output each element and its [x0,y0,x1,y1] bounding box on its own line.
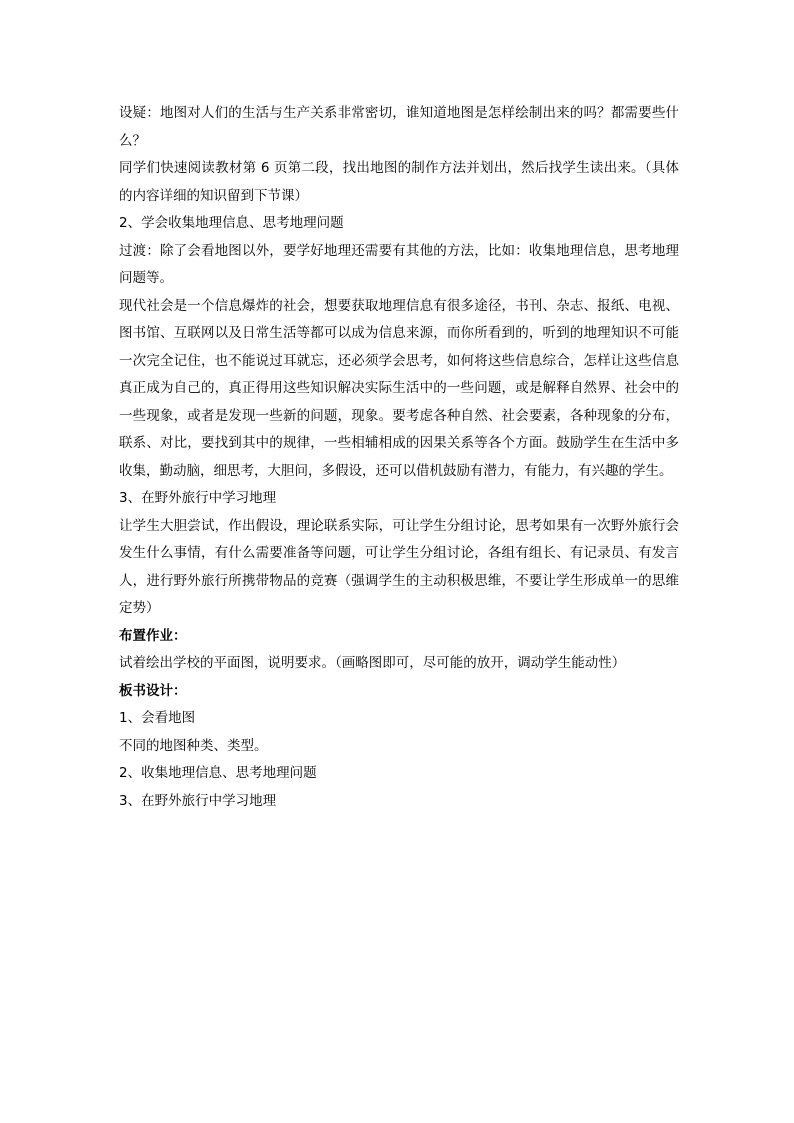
transition-paragraph: 过渡：除了会看地图以外，要学好地理还需要有其他的方法，比如：收集地理信息，思考地理问题等。 [119,242,679,286]
homework-heading: 布置作业： [119,627,187,644]
reading-task-paragraph: 同学们快速阅读教材第 6 页第二段，找出地图的制作方法并划出，然后找学生读出来。（具体的内容详细的知识留到下节课） [119,160,679,204]
section-3-heading: 3、在野外旅行中学习地理 [119,490,277,506]
board-item-1-detail: 不同的地图种类、类型。 [119,737,268,754]
document-body [119,100,679,815]
board-item-3: 3、在野外旅行中学习地理 [119,792,277,809]
field-trip-paragraph: 让学生大胆尝试，作出假设，理论联系实际，可让学生分组讨论，思考如果有一次野外旅行会发生什么事情，有什么需要准备等问题，可让学生分组讨论，各组有组长、有记录员、有发言人，进行野外旅行所携带物品的竞赛（强调学生的主动积极思维，不要让学生形成单一的思维定势） [119,517,679,616]
board-item-2: 2、收集地理信息、思考地理问题 [119,765,317,781]
board-design-heading: 板书设计： [119,682,187,699]
setup-question-paragraph: 设疑：地图对人们的生活与生产关系非常密切，谁知道地图是怎样绘制出来的吗？都需要些什么？ [119,105,679,149]
homework-paragraph: 试着绘出学校的平面图，说明要求。（画略图即可，尽可能的放开，调动学生能动性） [119,655,626,671]
board-item-1: 1、会看地图 [119,710,196,726]
modern-society-paragraph: 现代社会是一个信息爆炸的社会，想要获取地理信息有很多途径，书刊、杂志、报纸、电视、图书馆、互联网以及日常生活等都可以成为信息来源，而你所看到的，听到的地理知识不可能一次完全记住，也不能说过耳就忘，还必须学会思考，如何将这些信息综合，怎样让这些信息真正成为自己的，真正得用这些知识解决实际生活中的一些问题，或是解释自然界、社会中的一些现象，或者是发现一些新的问题，现象。要考虑各种自然、社会要素，各种现象的分布，联系、对比，要找到其中的规律，一些相辅相成的因果关系等各个方面。鼓励学生在生活中多收集，勤动脑，细思考，大胆问，多假设，还可以借机鼓励有潜力，有能力，有兴趣的学生。 [119,297,679,479]
section-2-heading: 2、学会收集地理信息、思考地理问题 [119,215,344,231]
